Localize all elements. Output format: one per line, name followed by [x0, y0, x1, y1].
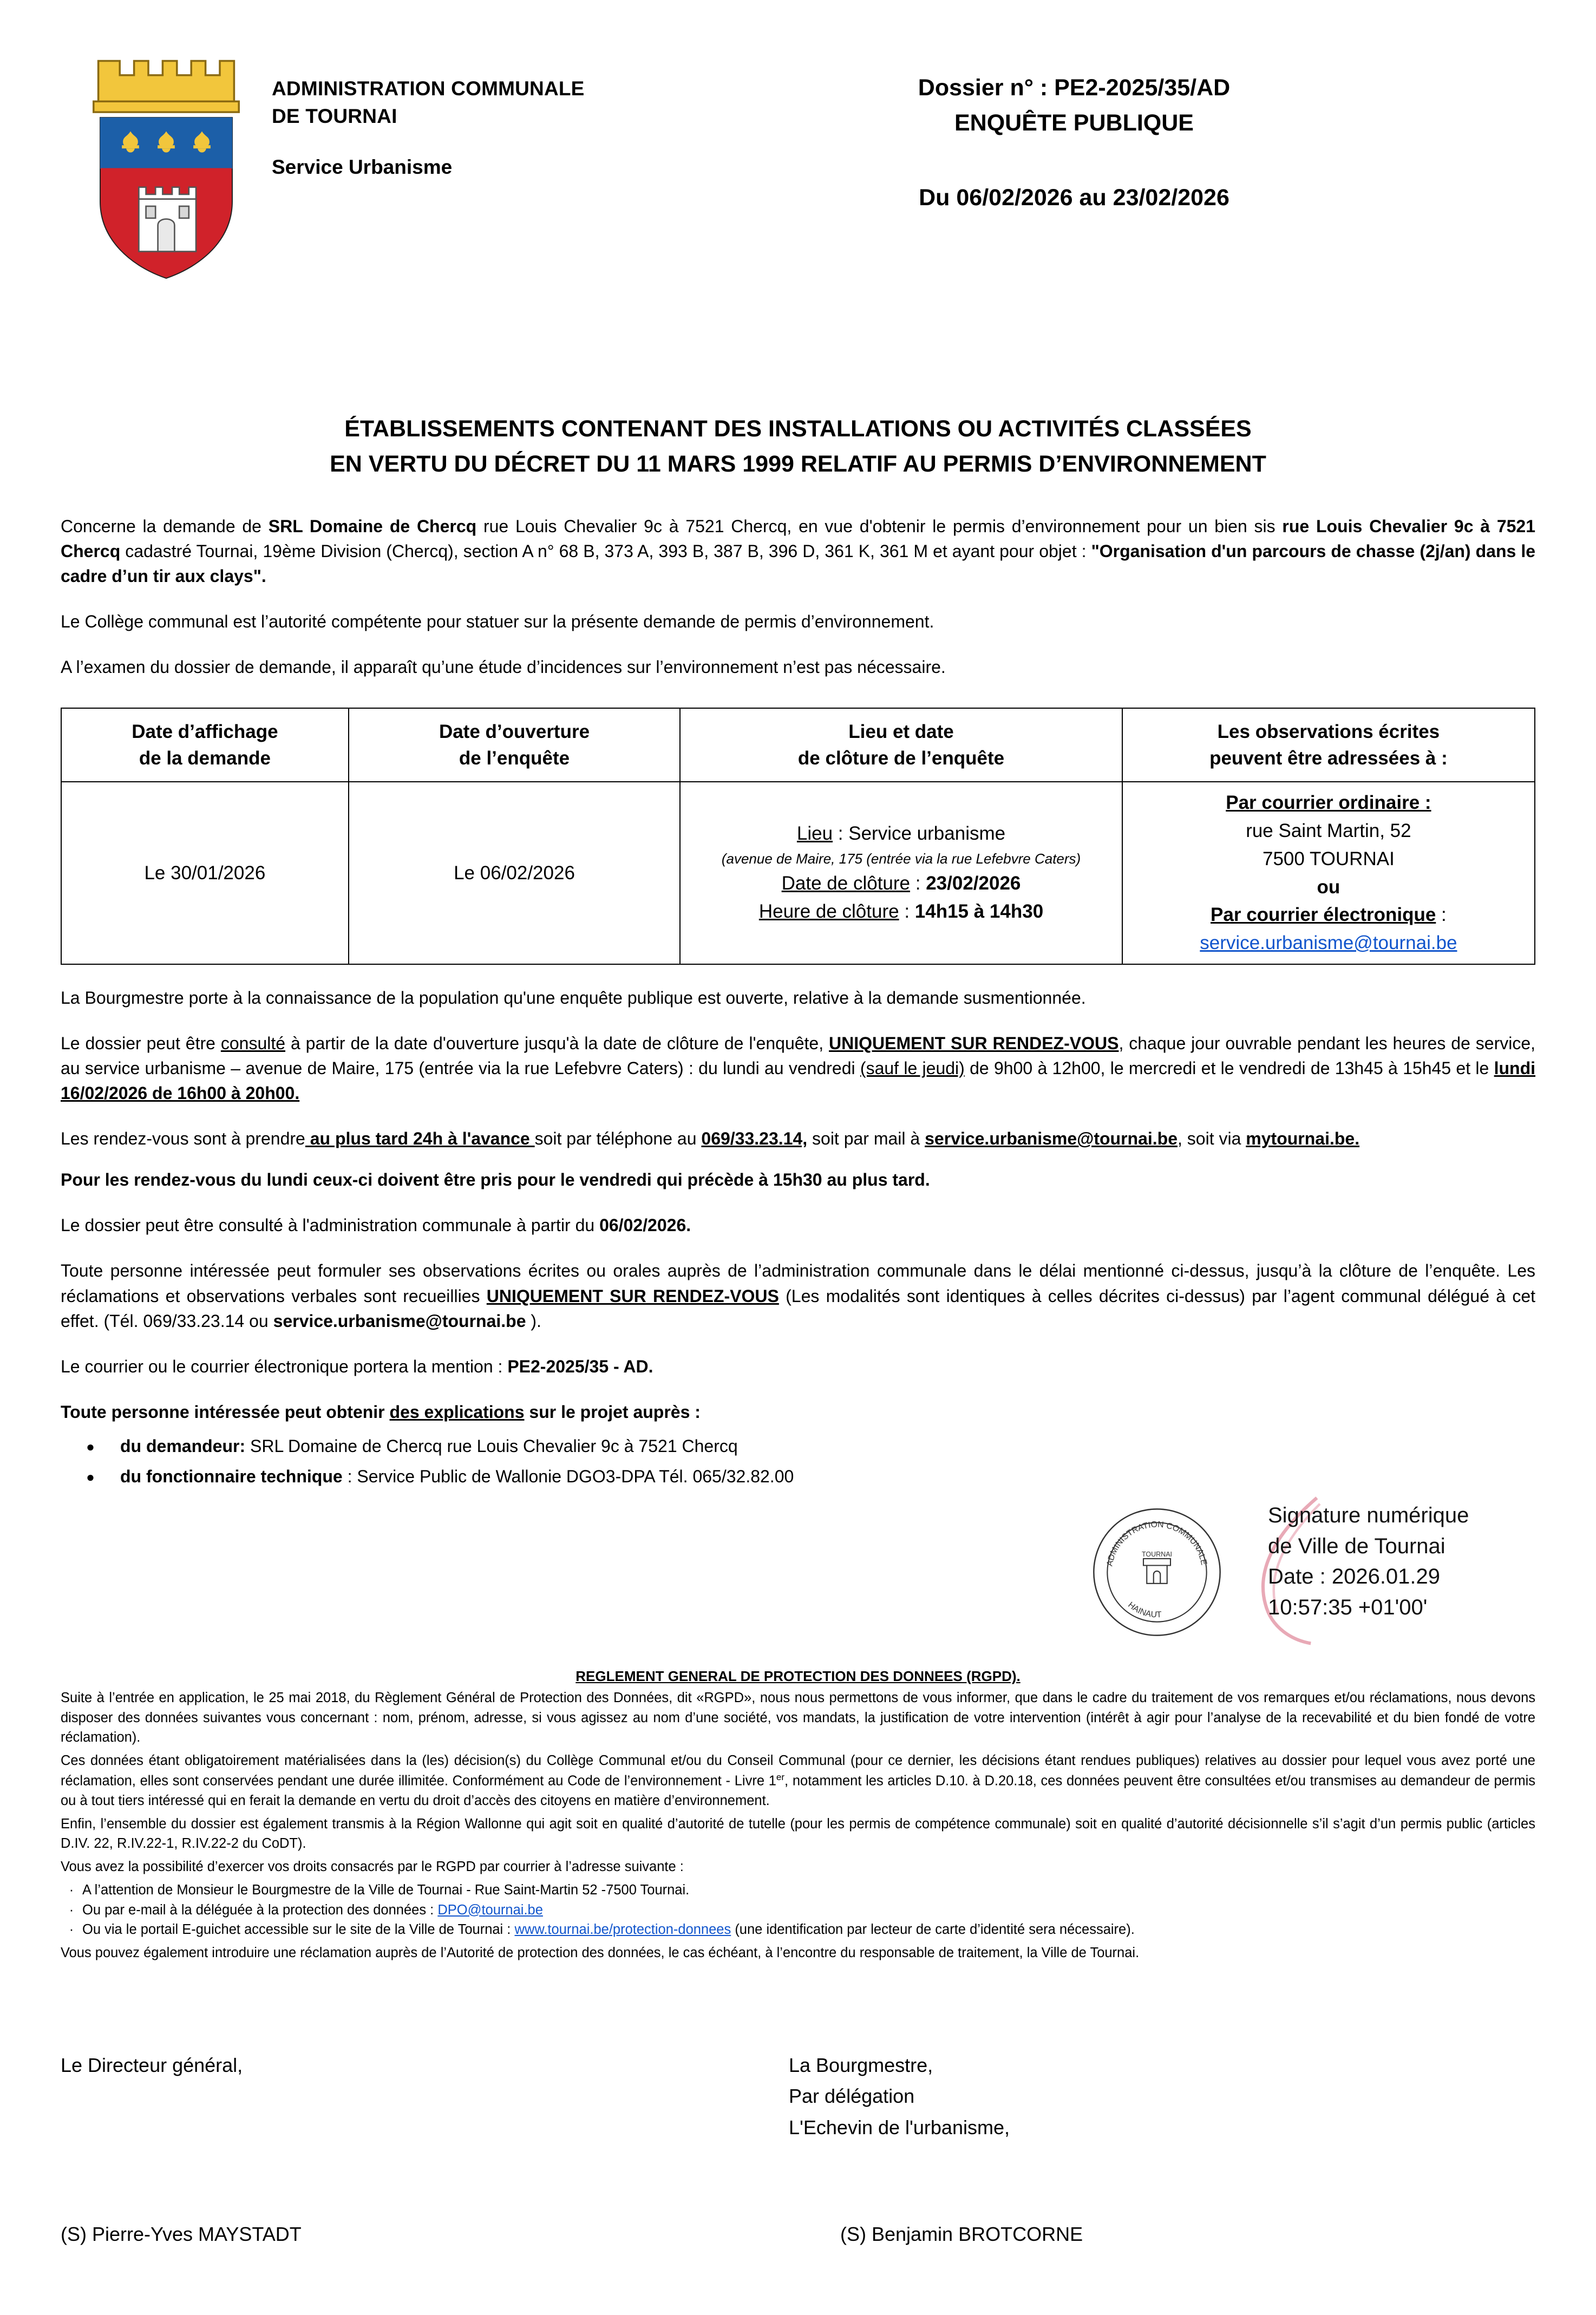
appt-email[interactable]: service.urbanisme@tournai.be: [925, 1129, 1178, 1149]
obs-address-1: rue Saint Martin, 52: [1246, 820, 1411, 841]
list-item-text: [120, 1433, 1535, 1459]
rgpd-title: REGLEMENT GENERAL DE PROTECTION DES DONNEES (RGPD).: [575, 1667, 1021, 1684]
availability-paragraph: [61, 1213, 1535, 1238]
list-item: [61, 1920, 1535, 1940]
enquete-label: ENQUÊTE PUBLIQUE: [954, 109, 1194, 136]
heure-label: Heure de clôture: [758, 901, 899, 923]
footer-right-titles: [789, 2050, 1010, 2143]
reference-a: Le courrier ou le courrier électronique portera la mention :: [61, 1356, 508, 1376]
obs-electronic-label: Par courrier électronique :: [1211, 904, 1447, 926]
intro-p1-c: rue Louis Chevalier 9c à 7521 Chercq, en vue d'obtenir le permis d’environnement pour un bien sis: [476, 516, 1283, 536]
lieu-label: Lieu: [796, 823, 833, 845]
dossier-block: [672, 49, 1535, 211]
obs-electronic-text: Par courrier électronique: [1211, 904, 1436, 926]
obs-courrier-text: Par courrier ordinaire :: [1226, 792, 1431, 814]
bullet-icon: ·: [69, 1902, 74, 1918]
intro-p1-e: cadastré Tournai, 19ème Division (Chercq), section A n° 68 B, 373 A, 393 B, 387 B, 396 D, 361 K, 361 M et ayant pour objet :: [120, 541, 1091, 561]
footer-right-line-1: La Bourgmestre,: [789, 2054, 933, 2076]
col-header-ouverture-l1: Date d’ouverture: [439, 721, 590, 743]
observations-paragraph: [61, 1258, 1535, 1333]
col-header-observations-l1: Les observations écrites: [1217, 721, 1440, 743]
list-item-text: [82, 1920, 1135, 1940]
obs-or-text: ou: [1317, 876, 1340, 898]
crest-container: [61, 49, 272, 282]
col-header-affichage: [61, 708, 349, 782]
availability-date: 06/02/2026.: [599, 1215, 691, 1235]
lieu-note: (avenue de Maire, 175 (entrée via la rue Lefebvre Caters): [721, 850, 1081, 867]
availability-a: Le dossier peut être consulté à l'administration communale à partir du: [61, 1215, 600, 1235]
col-header-affichage-l2: de la demande: [139, 748, 271, 769]
signature-text: [1268, 1500, 1469, 1623]
signature-line-2: de Ville de Tournai: [1268, 1534, 1445, 1558]
signature-line-4: 10:57:35 +01'00': [1268, 1595, 1428, 1620]
list-item-text: A l’attention de Monsieur le Bourgmestre de la Ville de Tournai - Rue Saint-Martin 52 -7500 Tournai.: [82, 1882, 690, 1898]
footer-right-line-2: Par délégation: [789, 2085, 915, 2108]
obs-address-2: 7500 TOURNAI: [1262, 848, 1395, 869]
col-header-lieu-l2: de clôture de l’enquête: [797, 748, 1005, 769]
admin-line-2: DE TOURNAI: [272, 105, 397, 128]
document-footer: [61, 2050, 1535, 2283]
heure-line: Heure de clôture : 14h15 à 14h30: [758, 901, 1044, 923]
bullet2-value: : Service Public de Wallonie DGO3-DPA Tél. 065/32.82.00: [342, 1466, 794, 1486]
footer-right-line-3: L'Echevin de l'urbanisme,: [789, 2116, 1010, 2139]
col-header-affichage-l1: Date d’affichage: [132, 721, 278, 743]
administration-block: [272, 49, 672, 179]
coat-of-arms-tournai-icon: [77, 49, 256, 282]
impact-study-paragraph: A l’examen du dossier de demande, il apparaît qu’une étude d’incidences sur l’environnement n’est pas nécessaire.: [61, 657, 946, 677]
consult-p-d: de 9h00 à 12h00, le mercredi et le vendredi de 13h45 à 15h45 et le: [964, 1058, 1494, 1078]
col-header-ouverture: [349, 708, 680, 782]
obs-p-c: ).: [526, 1311, 541, 1331]
cell-date-ouverture: Le 06/02/2026: [349, 782, 680, 964]
explain-underlined: des explications: [389, 1402, 525, 1422]
rgpd-paragraph-3: Enfin, l’ensemble du dossier est également transmis à la Région Wallonne qui agit soit en qualité d’autorité de tutelle (pour les permis de compétence communale) soit en qualité d’autorité décisionnelle s’il s’agit d’un permis public (articles D.IV. 22, R.IV.22-1, R.IV.22-2 du CoDT).: [61, 1816, 1535, 1852]
bullet2-label: du fonctionnaire technique: [120, 1466, 343, 1486]
cell-observations: [1122, 782, 1535, 964]
rgpd-p2-b: , notamment les articles D.10. à D.20.18, ces données peuvent être consultées et/ou transmises au demandeur de permis ou à tout tiers intéressé qui en ferait la demande en vertu du droit d’accès des citoyens en matière d’environnement.: [61, 1773, 1535, 1808]
intro-p1-a: Concerne la demande de: [61, 516, 269, 536]
intro-paragraph: [61, 514, 1535, 588]
enquiry-table: [61, 708, 1535, 965]
heure-value: 14h15 à 14h30: [914, 901, 1044, 923]
official-round-stamp-icon: [1089, 1505, 1225, 1640]
svg-text:ADMINISTRATION COMMUNALE: ADMINISTRATION COMMUNALE: [1105, 1520, 1209, 1567]
obs-email-link[interactable]: [1128, 929, 1529, 957]
rgpd-li3-a: Ou via le portail E-guichet accessible sur le site de la Ville de Tournai :: [82, 1922, 515, 1938]
consult-lundi-hours: lundi 16/02/2026 de 16h00 à 20h00.: [61, 1058, 1536, 1103]
dpo-email-link[interactable]: DPO@tournai.be: [437, 1902, 543, 1918]
rgpd-li3-b: (une identification par lecteur de carte d’identité sera nécessaire).: [731, 1922, 1135, 1938]
rgpd-list: [61, 1880, 1535, 1940]
footer-left-signature: (S) Pierre-Yves MAYSTADT: [61, 2222, 302, 2245]
authority-paragraph: Le Collège communal est l’autorité compétente pour statuer sur la présente demande de permis d’environnement.: [61, 611, 934, 631]
bourgmestre-paragraph: La Bourgmestre porte à la connaissance de la population qu'une enquête publique est ouverte, relative à la demande susmentionnée.: [61, 988, 1086, 1008]
rgpd-paragraph-1: Suite à l’entrée en application, le 25 mai 2018, du Règlement Général de Protection des Données, dit «RGPD», nous nous permettons de vous informer, que dans le cadre du traitement de vos remarques et/ou réclamations, nous devons disposer des données suivantes vous concernant : nom, prénom, adresse, si vous agissez au nom d’une société, vos mandats, la justification de votre intervention (intérêt à agir pour l’analyse de la recevabilité et du bien fondé de votre réclamation).: [61, 1690, 1535, 1745]
bullet1-value: SRL Domaine de Chercq rue Louis Chevalier 9c à 7521 Chercq: [245, 1436, 738, 1456]
page-title: [61, 411, 1535, 482]
svg-text:TOURNAI: TOURNAI: [1141, 1550, 1173, 1558]
list-item: [61, 1880, 1535, 1900]
list-item: [61, 1433, 1535, 1459]
bullet1-label: du demandeur:: [120, 1436, 246, 1456]
rgpd-paragraph-2: [61, 1751, 1535, 1811]
property-address: rue Louis Chevalier 9c à 7521 Chercq: [61, 516, 1536, 561]
lieu-line: [686, 820, 1116, 848]
dossier-number: Dossier n° : PE2-2025/35/AD: [918, 75, 1231, 101]
appt-p-d: , soit via: [1178, 1129, 1246, 1149]
bullet-icon: ●: [86, 1468, 95, 1485]
consult-p-c: , chaque jour ouvrable pendant les heures de service, au service urbanisme – avenue de Maire, 175 (entrée via la rue Lefebvre Caters) : du lundi au vendredi: [61, 1033, 1536, 1078]
cell-date-affichage: Le 30/01/2026: [61, 782, 349, 964]
consult-p-a: Le dossier peut être: [61, 1033, 221, 1053]
table-row: [61, 782, 1535, 964]
service-label: Service Urbanisme: [272, 156, 453, 179]
page-title-line-1: ÉTABLISSEMENTS CONTENANT DES INSTALLATIONS OU ACTIVITÉS CLASSÉES: [344, 416, 1252, 442]
document-header: [61, 49, 1535, 282]
consult-sauf-jeudi: (sauf le jeudi): [860, 1058, 965, 1078]
list-item-text: [120, 1463, 1535, 1489]
bullet-icon: ·: [69, 1922, 74, 1938]
rgpd-p2-sup: er: [776, 1771, 785, 1782]
obs-email-text[interactable]: service.urbanisme@tournai.be: [1200, 932, 1457, 954]
project-object: "Organisation d'un parcours de chasse (2j/an) dans le cadre d’un tir aux clays".: [61, 541, 1536, 586]
rgpd-li2-a: Ou par e-mail à la déléguée à la protection des données :: [82, 1902, 438, 1918]
appt-p-c: soit par mail à: [807, 1129, 925, 1149]
obs-courrier-label: [1128, 789, 1529, 817]
protection-donnees-link[interactable]: www.tournai.be/protection-donnees: [514, 1922, 731, 1938]
admin-line-1: ADMINISTRATION COMMUNALE: [272, 77, 585, 100]
col-header-observations: [1122, 708, 1535, 782]
list-item: [61, 1463, 1535, 1489]
reference-paragraph: [61, 1354, 1535, 1379]
signature-line-1: Signature numérique: [1268, 1503, 1469, 1527]
explanations-paragraph: [61, 1400, 1535, 1424]
bullet-icon: ·: [69, 1882, 74, 1898]
list-item-text: [82, 1900, 543, 1920]
cloture-value: 23/02/2026: [926, 872, 1021, 894]
signature-line-3: Date : 2026.01.29: [1268, 1565, 1441, 1589]
appointment-paragraph: [61, 1126, 1535, 1151]
page-title-line-2: EN VERTU DU DÉCRET DU 11 MARS 1999 RELATIF AU PERMIS D’ENVIRONNEMENT: [330, 451, 1266, 478]
footer-left-title: Le Directeur général,: [61, 2054, 243, 2076]
bullet-icon: ●: [86, 1438, 95, 1455]
list-item: [61, 1900, 1535, 1920]
table-header-row: [61, 708, 1535, 782]
svg-text:HAINAUT: HAINAUT: [1126, 1600, 1162, 1620]
footer-right-signature: (S) Benjamin BROTCORNE: [840, 2222, 1083, 2245]
appt-24h: au plus tard 24h à l'avance: [305, 1129, 535, 1149]
rgpd-p2-a: Ces données étant obligatoirement matérialisées dans la (les) décision(s) du Collège Communal et/ou du Conseil Communal (pour ce dernier, les décisions étant rendues publiques) relatives au dossier pour lequel vous avez porté une réclamation, elles sont conservées pendant une durée illimitée. Conformément au Code de l’environnement - Livre 1: [61, 1752, 1535, 1789]
applicant-name: SRL Domaine de Chercq: [268, 516, 477, 536]
rgpd-paragraph-4: Vous avez la possibilité d’exercer vos droits consacrés par le RGPD par courrier à l’adresse suivante :: [61, 1859, 684, 1875]
col-header-lieu-l1: Lieu et date: [848, 721, 954, 743]
obs-p-b: (Les modalités sont identiques à celles décrites ci-dessus) par l’agent communal délégué à cet effet. (Tél. 069/33.23.14 ou: [61, 1286, 1536, 1331]
obs-p-a: Toute personne intéressée peut formuler ses observations écrites ou orales auprès de l’administration communale dans le délai mentionné ci-dessus, jusqu’à la clôture de l’enquête. Les réclamations et observations verbales sont recueillies: [61, 1261, 1535, 1306]
explain-a: Toute personne intéressée peut obtenir: [61, 1402, 390, 1422]
consult-underlined: consulté: [220, 1033, 286, 1053]
cell-lieu-cloture: [680, 782, 1122, 964]
obs-uniquement: UNIQUEMENT SUR RENDEZ-VOUS: [486, 1286, 779, 1306]
cloture-label: Date de clôture: [781, 872, 911, 894]
explain-b: sur le projet auprès :: [524, 1402, 701, 1422]
lieu-value: : Service urbanisme: [833, 823, 1006, 845]
monday-appointment-note: [61, 1167, 1535, 1192]
obs-or: [1128, 873, 1529, 901]
rgpd-paragraph-5: Vous pouvez également introduire une réclamation auprès de l’Autorité de protection des données, le cas échéant, à l’encontre du responsable de traitement, la Ville de Tournai.: [61, 1945, 1140, 1960]
appt-mytournai[interactable]: mytournai.be.: [1246, 1129, 1360, 1149]
explanations-list: [61, 1433, 1535, 1489]
consult-uniquement: UNIQUEMENT SUR RENDEZ-VOUS: [829, 1033, 1119, 1053]
consult-p-b: à partir de la date d'ouverture jusqu'à la date de clôture de l'enquête,: [285, 1033, 829, 1053]
consultation-paragraph: [61, 1031, 1535, 1106]
appt-phone: 069/33.23.14,: [701, 1129, 808, 1149]
appt-p-b: soit par téléphone au: [534, 1129, 702, 1149]
obs-contact-email[interactable]: service.urbanisme@tournai.be: [273, 1311, 526, 1331]
cloture-line: Date de clôture : 23/02/2026: [781, 872, 1021, 894]
reference-code: PE2-2025/35 - AD.: [507, 1356, 653, 1376]
appt-p-a: Les rendez-vous sont à prendre: [61, 1129, 305, 1149]
col-header-ouverture-l2: de l’enquête: [459, 748, 570, 769]
col-header-observations-l2: peuvent être adressées à :: [1209, 748, 1448, 769]
col-header-lieu: [680, 708, 1122, 782]
enquete-period: Du 06/02/2026 au 23/02/2026: [919, 185, 1229, 211]
monday-note-text: Pour les rendez-vous du lundi ceux-ci doivent être pris pour le vendredi qui précède à 15h30 au plus tard.: [61, 1170, 930, 1190]
digital-signature-block: [61, 1500, 1535, 1663]
